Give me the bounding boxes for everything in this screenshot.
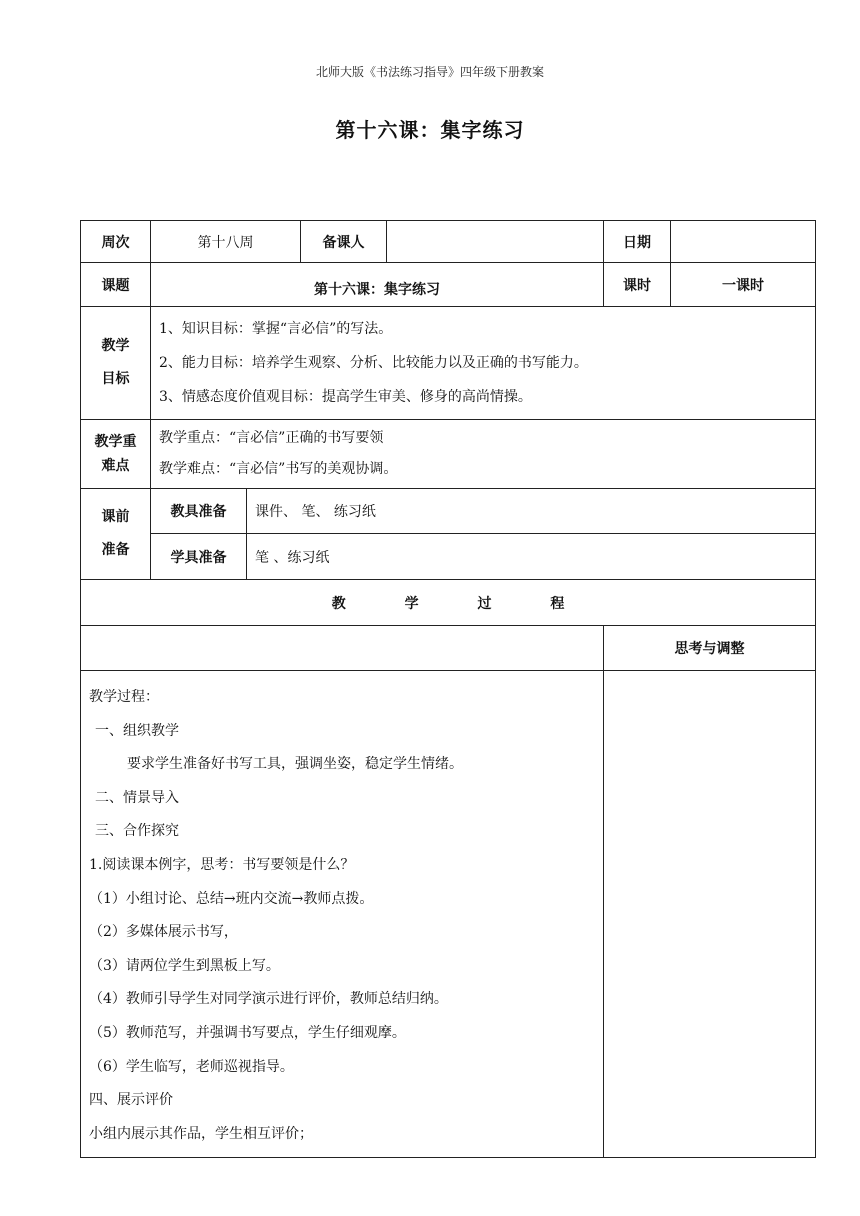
process-heading	[81, 580, 816, 626]
keys-content	[151, 420, 816, 489]
teacher-prep-label: 教具准备	[151, 489, 247, 534]
process-line: （6）学生临写，老师巡视指导。	[89, 1058, 294, 1075]
keys-label	[81, 420, 151, 489]
goal-item: 2、能力目标：培养学生观察、分析、比较能力以及正确的书写能力。	[159, 355, 588, 371]
week-label: 周次	[81, 221, 151, 263]
row-process-body	[81, 671, 816, 1158]
prep-label-line-2: 准备	[101, 542, 130, 558]
process-heading-char: 学	[404, 595, 419, 612]
process-line: 教学过程：	[89, 689, 159, 705]
process-column-blank	[81, 626, 604, 671]
lesson-title: 第十六课：集字练习	[335, 118, 525, 142]
process-line: 四、展示评价	[89, 1092, 173, 1109]
week-value: 第十八周	[151, 221, 301, 263]
key-item: 教学难点：“言必信”书写的美观协调。	[159, 461, 398, 477]
prep-label	[81, 489, 151, 580]
goals-content	[151, 307, 816, 420]
keys-label-line-1: 教学重	[94, 434, 137, 450]
process-line: （4）教师引导学生对同学演示进行评价，教师总结归纳。	[89, 991, 448, 1008]
process-line: （3）请两位学生到黑板上写。	[89, 957, 280, 974]
reflection-content	[604, 671, 816, 1158]
process-line: 1.阅读课本例字，思考：书写要领是什么？	[89, 856, 355, 873]
document-header: 北师大版《书法练习指导》四年级下册教案	[315, 65, 544, 79]
period-value: 一课时	[671, 263, 816, 307]
student-prep-label: 学具准备	[151, 534, 247, 580]
date-label: 日期	[604, 221, 671, 263]
row-process-columns	[81, 626, 816, 671]
topic-value: 第十六课：集字练习	[151, 263, 604, 307]
teacher-prep-value: 课件、 笔、 练习纸	[247, 489, 816, 534]
preparer-label: 备课人	[301, 221, 387, 263]
process-line: （5）教师范写，并强调书写要点，学生仔细观摩。	[89, 1024, 406, 1041]
row-week	[81, 221, 816, 263]
prep-label-line-1: 课前	[101, 509, 130, 525]
row-keys	[81, 420, 816, 489]
lesson-plan-table	[80, 220, 816, 1158]
period-label: 课时	[604, 263, 671, 307]
date-value	[671, 221, 816, 263]
topic-label: 课题	[81, 263, 151, 307]
process-content	[81, 671, 604, 1158]
key-item: 教学重点：“言必信”正确的书写要领	[159, 430, 384, 446]
process-line: （1）小组讨论、总结→班内交流→教师点拨。	[89, 890, 374, 907]
goals-label-line-2: 目标	[101, 371, 130, 387]
process-line: 三、合作探究	[95, 823, 179, 840]
row-teacher-prep	[81, 489, 816, 534]
preparer-value	[387, 221, 604, 263]
row-topic	[81, 263, 816, 307]
process-line: 小组内展示其作品，学生相互评价；	[89, 1125, 313, 1142]
goals-label	[81, 307, 151, 420]
process-line: 一、组织教学	[95, 722, 179, 739]
goals-label-line-1: 教学	[101, 338, 130, 354]
goal-item: 3、情感态度价值观目标：提高学生审美、修身的高尚情操。	[159, 389, 532, 405]
process-line: 要求学生准备好书写工具，强调坐姿，稳定学生情绪。	[127, 756, 463, 773]
row-student-prep	[81, 534, 816, 580]
process-heading-char: 程	[550, 595, 565, 612]
process-heading-char: 过	[477, 595, 492, 612]
process-line: 二、情景导入	[95, 789, 179, 806]
row-process-heading	[81, 580, 816, 626]
row-goals	[81, 307, 816, 420]
process-heading-char: 教	[331, 595, 346, 612]
student-prep-value: 笔 、练习纸	[247, 534, 816, 580]
keys-label-line-2: 难点	[101, 458, 130, 474]
goal-item: 1、知识目标：掌握“言必信”的写法。	[159, 321, 393, 337]
reflection-label: 思考与调整	[604, 626, 816, 671]
process-line: （2）多媒体展示书写，	[89, 924, 238, 941]
